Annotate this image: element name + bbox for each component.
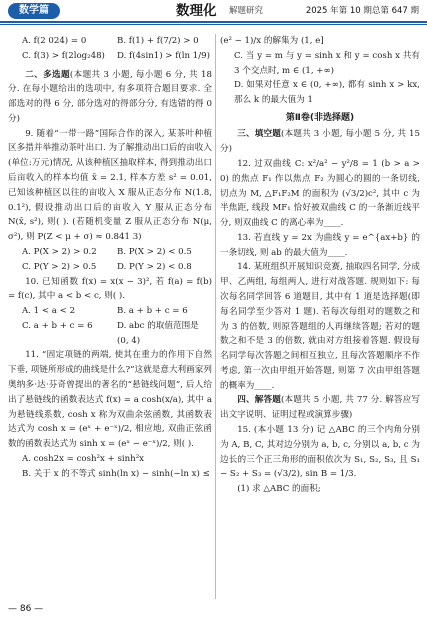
q8-option-a: A. f(2 024) = 0	[22, 36, 87, 46]
page-header	[0, 0, 427, 22]
page-number: — 86 —	[8, 604, 44, 614]
right-column	[220, 34, 420, 497]
question-9: 9. 随着“一带一路”国际合作的深入, 某茶叶种植区多措并举推动茶叶出口. 为了解推动出口后的亩收入(单位:万元)情况, 从该种植区抽取样本, 得到推动出口后亩收入的样本均值 x̄ = 2.1, 样本方差 s² = 0.01, 已知该种植区以往的亩收入 X 服从正态分布 N(1.8, 0.1²), 假设推动出口后的亩收入 Y 服从正态分布 N(x̄, s²), 则( ). (若随机变量 Z 服从正态分布 N(μ, σ²), 则 P(Z < μ + σ) ≈ 0.841 3)	[8, 128, 212, 243]
section-badge: 数学篇	[8, 3, 60, 19]
question-12: 12. 过双曲线 C: x²/a² − y²/8 = 1 (b > a > 0) 的焦点 F₁ 作以焦点 F₂ 为圆心的圆的一条切线, 切点为 M, △F₁F₂M 的面积为 (√3/2)c², 其中 c 为半焦距, 线段 MF₁ 恰好被双曲线 C 的一条渐近线平分, 则双曲线 C 的离心率为____.	[220, 158, 420, 229]
q11-option-c: C. 当 y = m 与 y = sinh x 和 y = cosh x 共有 3 个交点时, m ∈ (1, +∞)	[234, 50, 420, 76]
q9-option-a: A. P(X > 2) > 0.2	[22, 246, 97, 257]
q10-options-row-1	[8, 304, 212, 319]
q9-options-row-2	[8, 260, 212, 275]
q9-option-d: D. P(Y > 2) < 0.8	[117, 261, 192, 272]
q11-option-d: D. 如果对任意 x ∈ (0, +∞), 都有 sinh x > kx, 那么 k 的最大值为 1	[234, 80, 420, 106]
q8-options-row-1	[8, 34, 212, 49]
question-14: 14. 某班组织开展知识竞赛, 抽取四名同学, 分成甲、乙两组, 每组两人, 进行对战答题. 规则如下: 每次每名同学回答 6 道题目, 其中有 1 道是选择题(即每名同学至少答对 1 题). 若每次每组对的题数之和为 3 的倍数, 则原答题组的人再继续答题; 若对的题数之和不是 3 的倍数, 就由对方组接着答题. 假设每名同学每次答题之间相互独立, 且每次答题顺序不作考虑, 第一次由甲组开始答题, 则第 7 次由甲组答题的概率为____.	[220, 262, 420, 391]
header-rule-thin	[0, 24, 427, 25]
q10-option-b: B. a + b + c = 6	[117, 306, 188, 317]
left-column	[8, 34, 212, 481]
section-4-heading	[220, 393, 420, 423]
magazine-brand: 数理化	[176, 3, 217, 19]
section-3-title: 三、填空题	[237, 129, 282, 140]
q8-option-d: D. f(4sin1) > f(ln 1/9)	[117, 50, 210, 61]
section-4-title: 四、解答题	[237, 395, 281, 406]
question-13: 13. 若直线 y = 2x 为曲线 y = e^{ax+b} 的一条切线, 则 ab 的最大值为____.	[220, 232, 420, 258]
q9-option-c: C. P(Y > 2) > 0.5	[22, 261, 97, 272]
q8-option-c: C. f(3) > f(2log₂48)	[22, 50, 105, 61]
issue-info: 2025 年第 10 期总第 647 期	[305, 6, 419, 16]
question-15-part-1: (1) 求 △ABC 的面积;	[237, 484, 321, 495]
q11-option-b: B. 关于 x 的不等式 sinh(ln x) − sinh(−ln x) ≤	[22, 468, 210, 479]
q8-options-row-2	[8, 49, 212, 64]
section-3-instructions: (本题共 3 小题, 每小题 5 分, 共 15 分)	[220, 129, 420, 155]
section-2-title: 二、多选题	[25, 69, 70, 80]
question-11: 11. “固定项链的两端, 使其在重力的作用下自然下垂, 项链所形成的曲线是什么?”这就是意大利画家列奥纳多·达·芬奇曾提出的著名的“悬链线问题”, 后人给出了悬链线的函数表达式 f(x) = a cosh(x/a), 其中 a 为悬链线系数, cosh x 称为双曲余弦函数, 其函数表达式为 cosh x = (eˣ + e⁻ˣ)/2, 相应地, 双曲正弦函数的函数表达式为 sinh x = (eˣ − e⁻ˣ)/2, 则( ).	[8, 350, 212, 450]
q9-option-b: B. P(X > 2) < 0.5	[117, 246, 192, 257]
q8-option-b: B. f(1) + f(7/2) > 0	[117, 36, 199, 46]
q10-option-d: D. abc 的取值范围是 (0, 4)	[117, 320, 199, 346]
q10-options-row-2	[8, 319, 212, 349]
part-2-title: 第Ⅱ卷(非选择题)	[285, 112, 355, 123]
q10-option-c: C. a + b + c = 6	[22, 320, 93, 331]
magazine-subtitle: 解题研究	[229, 6, 264, 16]
section-3-heading	[220, 127, 420, 157]
question-15: 15. (本小题 13 分) 记 △ABC 的三个内角分别为 A, B, C, 其对边分别为 a, b, c, 分别以 a, b, c 为边长的三个正三角形的面积依次为 S₁, S₂, S₃, 且 S₁ − S₂ + S₃ = (√3/2), sin B = 1/3.	[220, 425, 420, 480]
q11-option-a: A. cosh2x = cosh²x + sinh²x	[22, 453, 144, 464]
q11-option-b-continued: (e² − 1)/x 的解集为 (1, e]	[220, 36, 324, 46]
q10-option-a: A. 1 < a < 2	[22, 306, 76, 317]
q9-options-row-1	[8, 245, 212, 260]
header-rule	[0, 21, 427, 23]
column-divider	[215, 34, 216, 599]
section-2-instructions: (本题共 3 小题, 每小题 6 分, 共 18 分. 在每小题给出的选项中, 有多项符合题目要求. 全部选对的得 6 分, 部分选对的得部分分, 有选错的得 0 分)	[8, 69, 212, 124]
section-4-instructions: (本题共 5 小题, 共 77 分. 解答应写出文字说明、证明过程或演算步骤)	[220, 395, 420, 421]
section-2-heading	[8, 68, 212, 127]
question-10: 10. 已知函数 f(x) = x(x − 3)², 若 f(a) = f(b) = f(c), 其中 a < b < c, 则( ).	[8, 276, 212, 302]
